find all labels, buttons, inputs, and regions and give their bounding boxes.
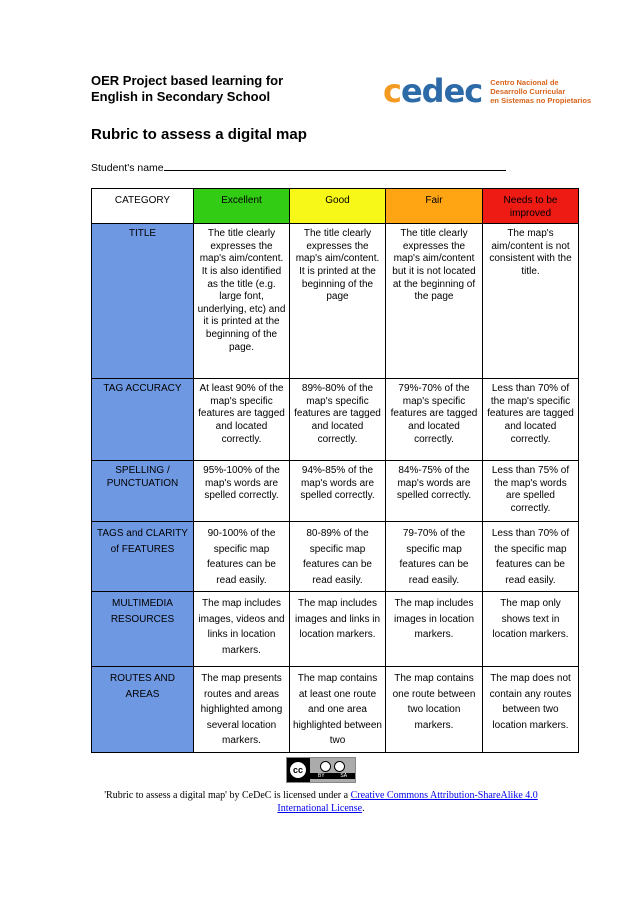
table-cell: 94%-85% of the map's words are spelled correctly. xyxy=(290,461,386,522)
cc-attribution-block xyxy=(310,758,355,782)
header-needs-improvement: Needs to be improved xyxy=(483,189,579,224)
table-cell: The title clearly expresses the map's aim/content but it is not located at the beginning of the page xyxy=(386,224,483,379)
student-name-field xyxy=(91,160,506,174)
logo-wordmark xyxy=(383,72,483,110)
table-cell: 79%-70% of the map's specific features are tagged and located correctly. xyxy=(386,379,483,461)
table-row xyxy=(92,667,579,753)
license-notice xyxy=(91,789,551,815)
header-title-line1: OER Project based learning for xyxy=(91,73,284,88)
row-category: TAGS and CLARITY of FEATURES xyxy=(92,522,194,592)
table-cell: The title clearly expresses the map's aim/content. It is also identified as the title (e.g. large font, underlying, etc) and it is printed at the beginning of the page. xyxy=(194,224,290,379)
logo-letters-edec: edec xyxy=(400,72,483,110)
table-row xyxy=(92,461,579,522)
header-good: Good xyxy=(290,189,386,224)
table-cell: The map includes images and links in location markers. xyxy=(290,592,386,667)
document-title: Rubric to assess a digital map xyxy=(91,126,307,143)
logo-subtitle-line2: Desarrollo Curricular xyxy=(490,86,566,96)
rubric-table xyxy=(91,188,579,753)
table-cell: Less than 70% of the map's specific features are tagged and located correctly. xyxy=(483,379,579,461)
row-category: TAG ACCURACY xyxy=(92,379,194,461)
header-title-line2: English in Secondary School xyxy=(91,89,271,104)
cc-label-row xyxy=(310,773,355,779)
logo-subtitle-line3: en Sistemas no Propietarios xyxy=(490,95,592,105)
table-cell: 80-89% of the specific map features can be read easily. xyxy=(290,522,386,592)
table-cell: The map contains one route between two location markers. xyxy=(386,667,483,753)
cedec-logo xyxy=(383,72,592,110)
table-cell: The map contains at least one route and one area highlighted between two xyxy=(290,667,386,753)
table-cell: The map's aim/content is not consistent with the title. xyxy=(483,224,579,379)
cc-label-sa: SA xyxy=(340,773,348,779)
table-cell: 89%-80% of the map's specific features are tagged and located correctly. xyxy=(290,379,386,461)
table-cell: 90-100% of the specific map features can be read easily. xyxy=(194,522,290,592)
row-category: MULTIMEDIA RESOURCES xyxy=(92,592,194,667)
table-cell: 79-70% of the specific map features can be read easily. xyxy=(386,522,483,592)
row-category: TITLE xyxy=(92,224,194,379)
logo-letter-c: c xyxy=(383,72,401,110)
table-cell: The map does not contain any routes between two location markers. xyxy=(483,667,579,753)
table-cell: The map includes images, videos and links in location markers. xyxy=(194,592,290,667)
student-name-label: Student's name xyxy=(91,162,164,174)
table-cell: Less than 70% of the specific map features can be read easily. xyxy=(483,522,579,592)
row-category: ROUTES AND AREAS xyxy=(92,667,194,753)
header-category: CATEGORY xyxy=(92,189,194,224)
table-cell: At least 90% of the map's specific features are tagged and located correctly. xyxy=(194,379,290,461)
table-cell: The title clearly expresses the map's aim/content. It is printed at the beginning of the page xyxy=(290,224,386,379)
header-excellent: Excellent xyxy=(194,189,290,224)
cc-icon-row xyxy=(320,761,345,772)
table-row xyxy=(92,592,579,667)
cc-label-by: BY xyxy=(317,773,325,779)
license-suffix: . xyxy=(362,803,365,814)
license-link[interactable]: Creative Commons Attribution-ShareAlike 4.0 International License xyxy=(277,790,538,814)
header-fair: Fair xyxy=(386,189,483,224)
table-cell: The map includes images in location markers. xyxy=(386,592,483,667)
header-title xyxy=(91,73,361,105)
table-row xyxy=(92,522,579,592)
rubric-header-row xyxy=(92,189,579,224)
table-cell: 84%-75% of the map's words are spelled correctly. xyxy=(386,461,483,522)
by-person-icon xyxy=(320,761,331,772)
table-cell: 95%-100% of the map's words are spelled correctly. xyxy=(194,461,290,522)
table-row xyxy=(92,379,579,461)
table-row xyxy=(92,224,579,379)
table-cell: The map presents routes and areas highlighted among several location markers. xyxy=(194,667,290,753)
cc-icon: cc xyxy=(288,760,308,780)
logo-subtitle xyxy=(490,78,591,105)
row-category: SPELLING / PUNCTUATION xyxy=(92,461,194,522)
student-name-line xyxy=(164,160,506,171)
license-prefix: 'Rubric to assess a digital map' by CeDeC is licensed under a xyxy=(104,790,351,801)
share-alike-icon xyxy=(334,761,345,772)
logo-subtitle-line1: Centro Nacional de xyxy=(490,77,559,87)
table-cell: Less than 75% of the map's words are spelled correctly. xyxy=(483,461,579,522)
table-cell: The map only shows text in location markers. xyxy=(483,592,579,667)
cc-by-sa-badge[interactable] xyxy=(286,757,356,783)
